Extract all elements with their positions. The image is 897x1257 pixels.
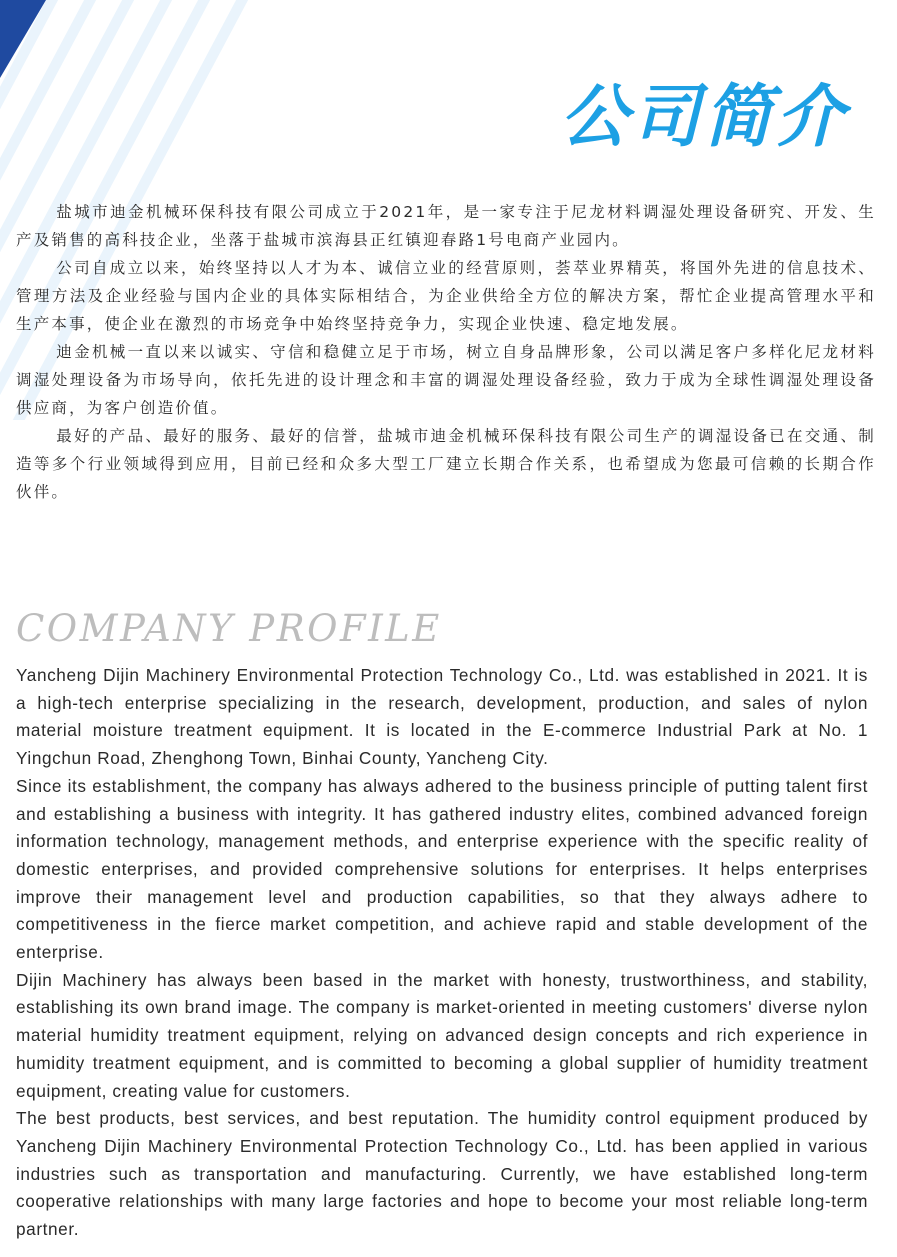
chinese-paragraph: 最好的产品、最好的服务、最好的信誉，盐城市迪金机械环保科技有限公司生产的调湿设备已在交通、制造等多个行业领域得到应用，目前已经和众多大型工厂建立长期合作关系，也希望成为您最可信赖的长期合作伙伴。 [16,427,876,501]
corner-triangle-decoration [0,0,46,78]
english-paragraph: Yancheng Dijin Machinery Environmental Protection Technology Co., Ltd. was established in 2021. It is a high-tech enterprise specializing in the research, development, production, and sales of nylon material moisture treatment equipment. It is located in the E-commerce Industrial Park at No. 1 Yingchun Road, Zhenghong Town, Binhai County, Yancheng City. [16,665,868,769]
english-profile-section [16,662,868,1244]
english-paragraph: Dijin Machinery has always been based in the market with honesty, trustworthiness, and stability, establishing its own brand image. The company is market-oriented in meeting customers' diverse nylon material humidity treatment equipment, relying on advanced design concepts and rich experience in humidity treatment equipment, and is committed to becoming a global supplier of humidity treatment equipment, creating value for customers. [16,969,868,1101]
english-section-title: COMPANY PROFILE [16,607,442,650]
english-paragraph: The best products, best services, and best reputation. The humidity control equipment produced by Yancheng Dijin Machinery Environmental Protection Technology Co., Ltd. has been applied in various industries such as transportation and manufacturing. Currently, we have established long-term cooperative relationships with many large factories and hope to become your most reliable long-term partner. [16,1108,868,1240]
chinese-paragraph: 盐城市迪金机械环保科技有限公司成立于2021年，是一家专注于尼龙材料调湿处理设备研究、开发、生产及销售的高科技企业，坐落于盐城市滨海县正红镇迎春路1号电商产业园内。 [16,203,876,249]
chinese-paragraph: 迪金机械一直以来以诚实、守信和稳健立足于市场，树立自身品牌形象，公司以满足客户多样化尼龙材料调湿处理设备为市场导向，依托先进的设计理念和丰富的调湿处理设备经验，致力于成为全球性调湿处理设备供应商，为客户创造价值。 [16,343,876,417]
page-title-chinese: 公司简介 [560,77,849,157]
english-paragraph: Since its establishment, the company has always adhered to the business principle of putting talent first and establishing a business with integrity. It has gathered industry elites, combined advanced foreign information technology, management methods, and enterprise experience with the specific reality of domestic enterprises, and provided comprehensive solutions for enterprises. It helps enterprises improve their management level and production capabilities, so that they always adhere to competitiveness in the fierce market competition, and achieve rapid and stable development of the enterprise. [16,775,868,963]
chinese-paragraph: 公司自成立以来，始终坚持以人才为本、诚信立业的经营原则，荟萃业界精英，将国外先进的信息技术、管理方法及企业经验与国内企业的具体实际相结合，为企业供给全方位的解决方案，帮忙企业提高管理水平和生产本事，使企业在激烈的市场竞争中始终坚持竞争力，实现企业快速、稳定地发展。 [16,259,876,333]
chinese-intro-section [16,198,876,506]
